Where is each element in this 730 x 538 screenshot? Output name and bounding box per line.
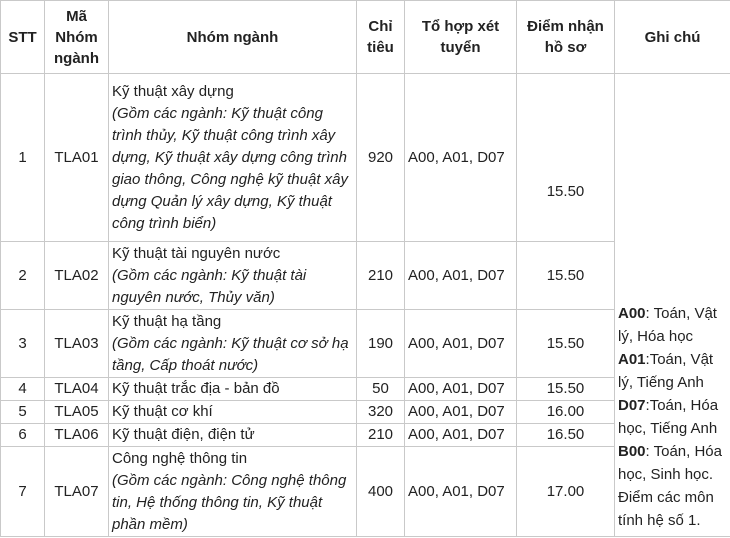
cell-diem: 15.50 bbox=[517, 378, 615, 401]
major-subtext: (Gồm các ngành: Kỹ thuật cơ sở hạ tầng, Cấp thoát nước) bbox=[112, 334, 349, 374]
combo-subjects: : Toán, Vật lý, Hóa học bbox=[618, 305, 717, 345]
cell-stt: 6 bbox=[1, 424, 45, 447]
cell-chi-tieu: 920 bbox=[357, 74, 405, 242]
header-ghi-chu: Ghi chú bbox=[615, 1, 730, 74]
cell-stt: 4 bbox=[1, 378, 45, 401]
cell-ma: TLA03 bbox=[45, 310, 109, 378]
cell-to-hop: A00, A01, D07 bbox=[405, 447, 517, 537]
cell-stt: 3 bbox=[1, 310, 45, 378]
note-b00 bbox=[618, 440, 727, 486]
cell-ma: TLA07 bbox=[45, 447, 109, 537]
cell-diem: 15.50 bbox=[517, 310, 615, 378]
note-a00 bbox=[618, 302, 727, 348]
major-subtext: (Gồm các ngành: Công nghệ thông tin, Hệ thống thông tin, Kỹ thuật phần mềm) bbox=[112, 471, 347, 533]
note-a01 bbox=[618, 348, 727, 394]
cell-to-hop: A00, A01, D07 bbox=[405, 74, 517, 242]
cell-stt: 2 bbox=[1, 242, 45, 310]
combo-subjects: :Toán, Hóa học, Tiếng Anh bbox=[618, 397, 719, 437]
major-subtext: (Gồm các ngành: Kỹ thuật công trình thủy, Kỹ thuật công trình xây dựng, Kỹ thuật xây dựng công trình giao thông, Công nghệ kỹ thuật xây dựng Quản lý xây dựng, Kỹ thuật công trình biển) bbox=[112, 104, 349, 232]
major-name: Kỹ thuật tài nguyên nước bbox=[112, 244, 281, 262]
cell-ma: TLA05 bbox=[45, 401, 109, 424]
combo-code: A00 bbox=[618, 305, 646, 322]
cell-nhom-nganh bbox=[109, 74, 357, 242]
combo-code: B00 bbox=[618, 443, 646, 460]
cell-ma: TLA02 bbox=[45, 242, 109, 310]
cell-nhom-nganh bbox=[109, 447, 357, 537]
cell-to-hop: A00, A01, D07 bbox=[405, 378, 517, 401]
cell-ma: TLA01 bbox=[45, 74, 109, 242]
cell-chi-tieu: 210 bbox=[357, 242, 405, 310]
cell-diem: 15.50 bbox=[517, 242, 615, 310]
major-name: Kỹ thuật trắc địa - bản đồ bbox=[112, 380, 280, 397]
note-d07 bbox=[618, 394, 727, 440]
cell-ma: TLA04 bbox=[45, 378, 109, 401]
header-nhom-nganh: Nhóm ngành bbox=[109, 1, 357, 74]
cell-ma: TLA06 bbox=[45, 424, 109, 447]
cell-diem: 17.00 bbox=[517, 447, 615, 537]
cell-to-hop: A00, A01, D07 bbox=[405, 242, 517, 310]
major-name: Kỹ thuật cơ khí bbox=[112, 403, 213, 420]
combo-code: D07 bbox=[618, 397, 646, 414]
cell-to-hop: A00, A01, D07 bbox=[405, 401, 517, 424]
cell-nhom-nganh bbox=[109, 242, 357, 310]
header-row bbox=[1, 1, 730, 74]
major-subtext: (Gồm các ngành: Kỹ thuật tài nguyên nước, Thủy văn) bbox=[112, 266, 307, 306]
cell-chi-tieu: 400 bbox=[357, 447, 405, 537]
cell-stt: 7 bbox=[1, 447, 45, 537]
cell-nhom-nganh bbox=[109, 424, 357, 447]
cell-stt: 1 bbox=[1, 74, 45, 242]
header-diem: Điểm nhận hồ sơ bbox=[517, 1, 615, 74]
combo-subjects: : Toán, Hóa học, Sinh học. bbox=[618, 443, 722, 483]
cell-nhom-nganh bbox=[109, 401, 357, 424]
cell-chi-tieu: 320 bbox=[357, 401, 405, 424]
major-name: Kỹ thuật hạ tầng bbox=[112, 312, 222, 330]
cell-chi-tieu: 50 bbox=[357, 378, 405, 401]
cell-diem: 15.50 bbox=[517, 74, 615, 242]
cell-nhom-nganh bbox=[109, 310, 357, 378]
cell-to-hop: A00, A01, D07 bbox=[405, 424, 517, 447]
header-to-hop: Tổ hợp xét tuyển bbox=[405, 1, 517, 74]
header-ma-nhom-nganh: Mã Nhóm ngành bbox=[45, 1, 109, 74]
cell-stt: 5 bbox=[1, 401, 45, 424]
table-row bbox=[1, 74, 730, 242]
header-chi-tieu: Chỉ tiêu bbox=[357, 1, 405, 74]
note-extra: Điểm các môn tính hệ số 1. bbox=[618, 489, 714, 529]
cell-diem: 16.00 bbox=[517, 401, 615, 424]
cell-to-hop: A00, A01, D07 bbox=[405, 310, 517, 378]
cell-nhom-nganh bbox=[109, 378, 357, 401]
note-cell bbox=[615, 74, 730, 537]
combo-code: A01 bbox=[618, 351, 646, 368]
cell-chi-tieu: 210 bbox=[357, 424, 405, 447]
cell-chi-tieu: 190 bbox=[357, 310, 405, 378]
major-name: Công nghệ thông tin bbox=[112, 449, 248, 467]
major-name: Kỹ thuật xây dựng bbox=[112, 82, 234, 100]
major-name: Kỹ thuật điện, điện tử bbox=[112, 426, 255, 443]
header-stt: STT bbox=[1, 1, 45, 74]
cell-diem: 16.50 bbox=[517, 424, 615, 447]
combo-subjects: :Toán, Vật lý, Tiếng Anh bbox=[618, 351, 714, 391]
